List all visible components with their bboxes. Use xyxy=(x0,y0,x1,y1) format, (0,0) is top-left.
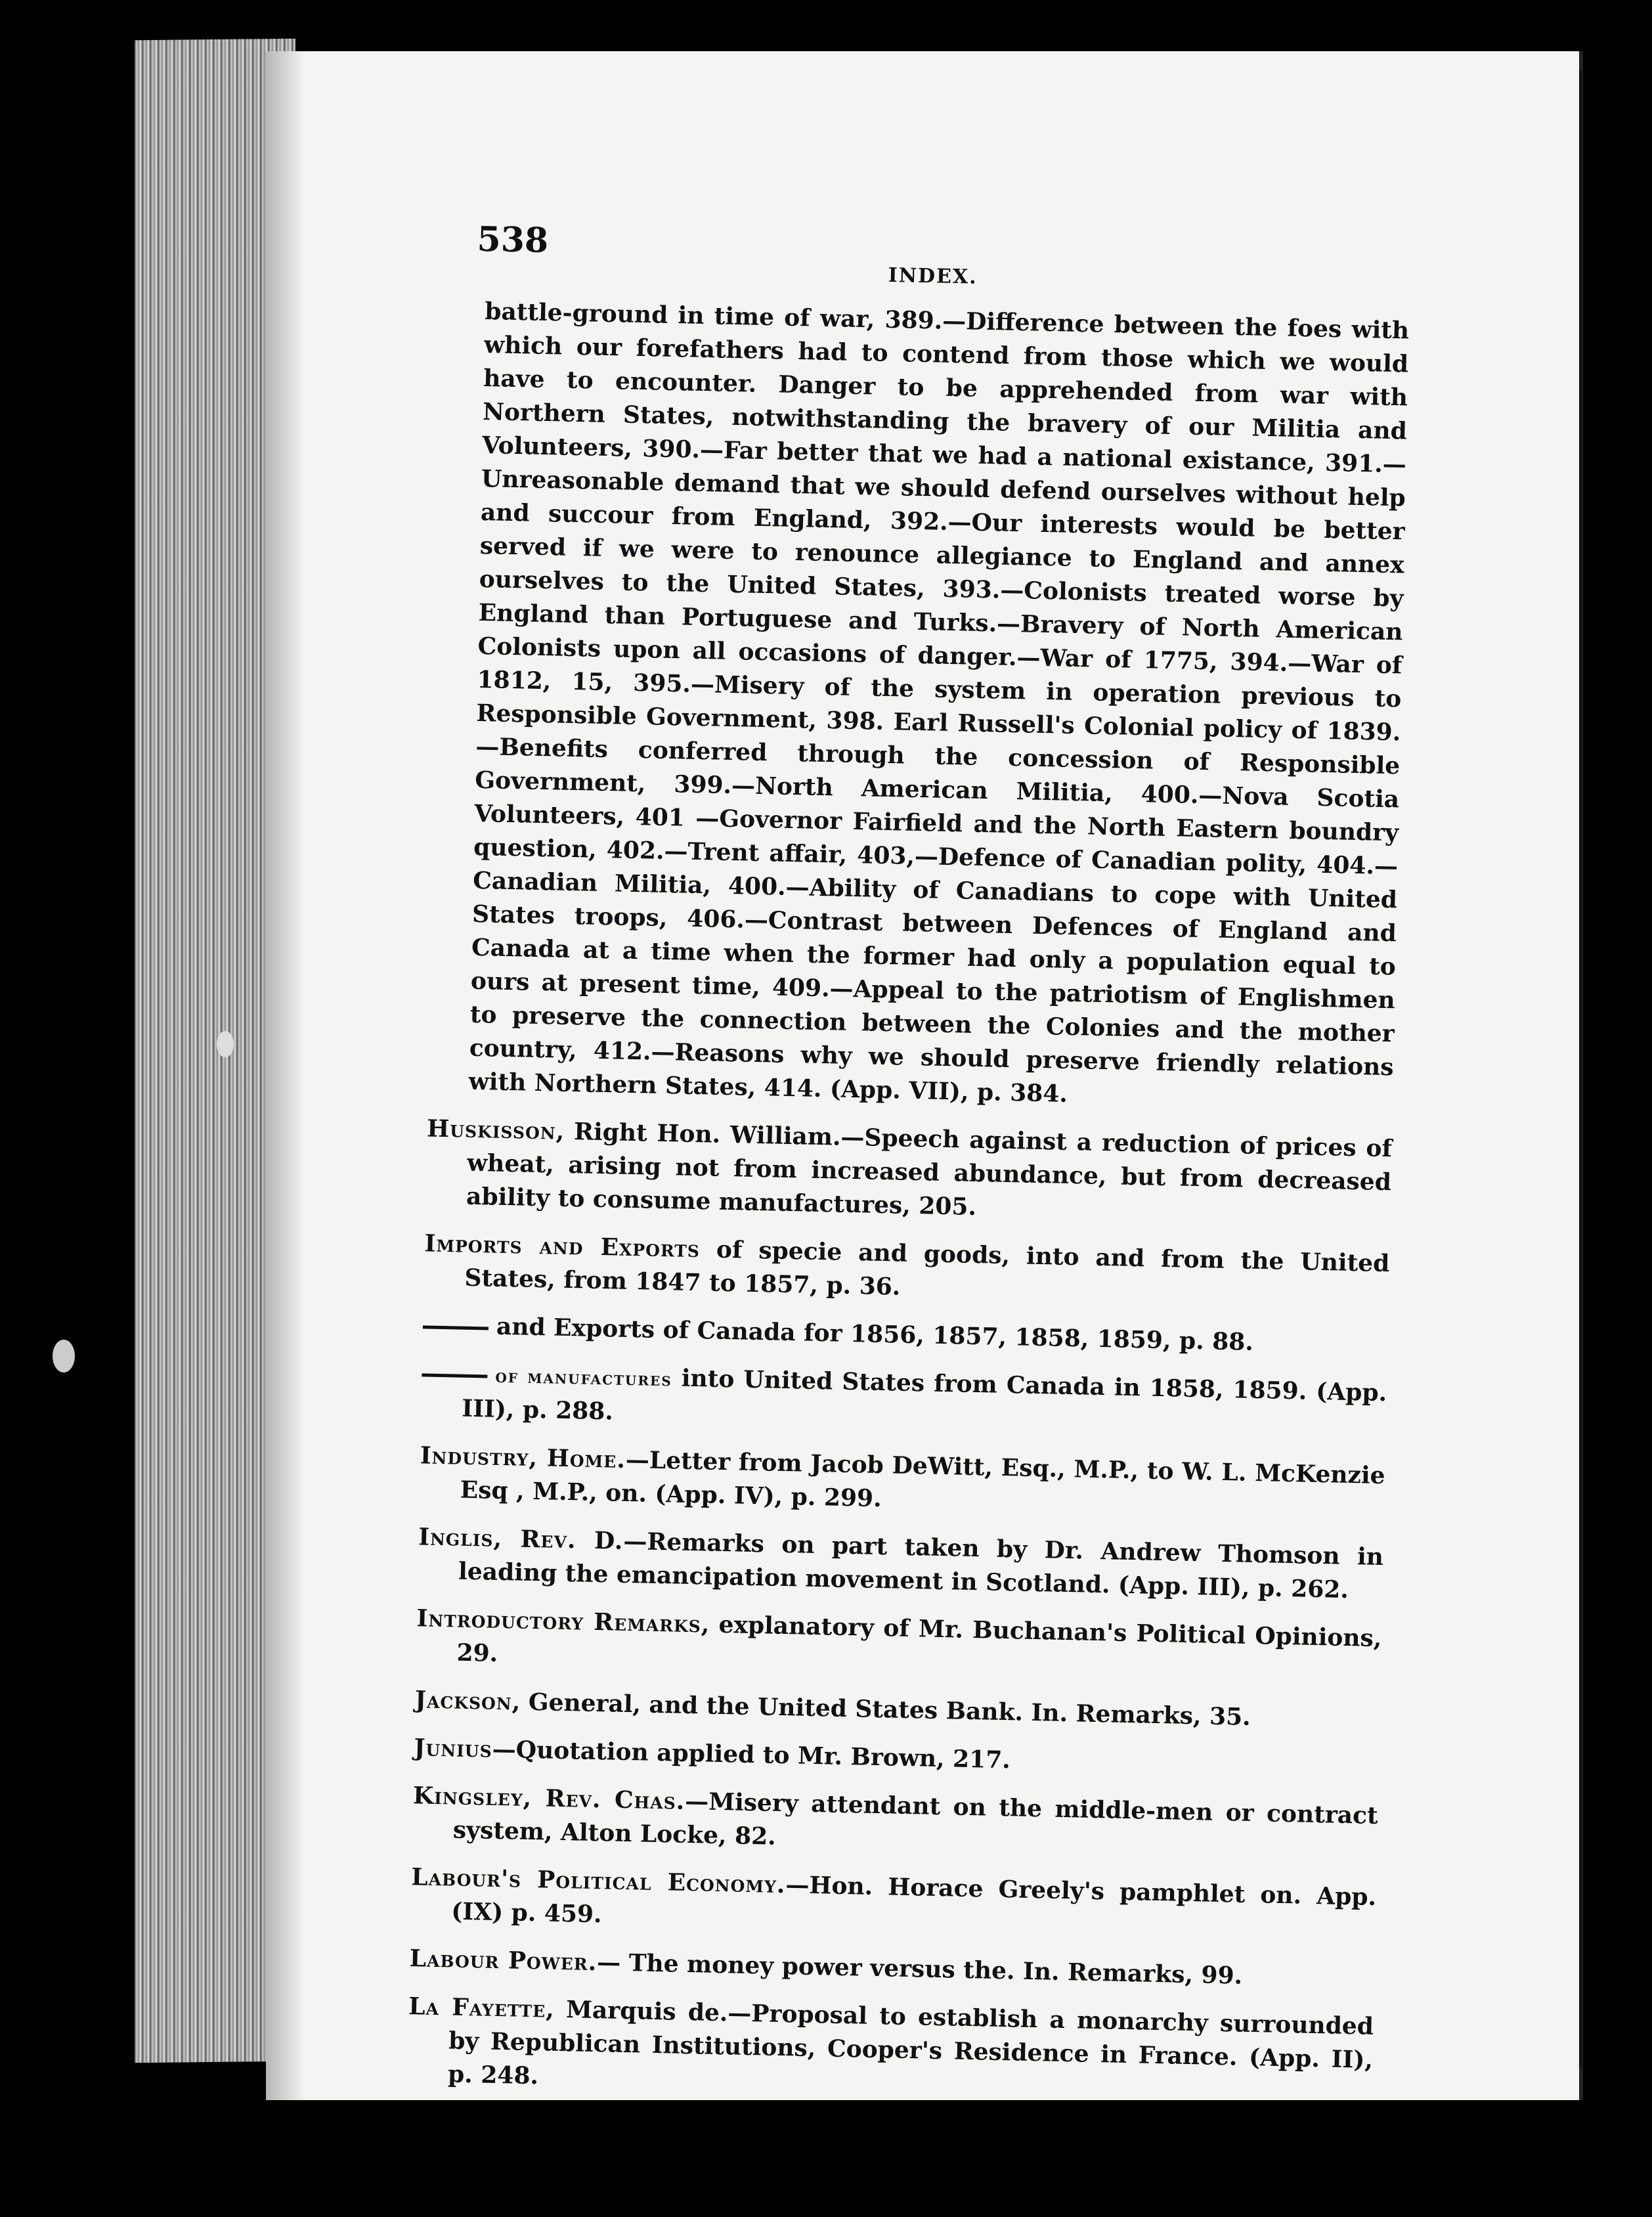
scan-speck xyxy=(217,1031,234,1057)
entry-heading: Imports and Exports xyxy=(424,1229,701,1263)
index-entry-la-fayette xyxy=(407,1990,1374,2111)
scan-speck xyxy=(53,1340,75,1372)
entry-heading: Introductory Remarks xyxy=(416,1604,702,1638)
entry-heading: Junius xyxy=(414,1734,493,1763)
entry-heading: Labour's Political Economy. xyxy=(410,1863,786,1899)
entry-heading: Huskisson xyxy=(426,1114,557,1145)
index-entry-huskisson xyxy=(425,1112,1393,1233)
entry-heading: Jackson xyxy=(414,1686,513,1716)
entry-heading: Inglis, Rev. D. xyxy=(418,1523,624,1555)
entry-text: — The money power versus the. In. Remarks, 99. xyxy=(596,1948,1243,1990)
entry-text: into United States from Canada in 1858, 1859. (App. III), p. 288. xyxy=(461,1364,1387,1426)
entry-text: —Hon. Horace Greely's pamphlet on. App. (IX) p. 459. xyxy=(450,1871,1377,1929)
index-entry-junius xyxy=(414,1731,1380,1785)
index-entry-introductory xyxy=(416,1602,1382,1689)
entry-heading: of manufactures xyxy=(495,1365,673,1391)
page-number: 538 xyxy=(477,219,549,261)
entry-text: —Misery attendant on the middle-men or contract system, Alton Locke, 82. xyxy=(452,1787,1379,1851)
text-block xyxy=(230,37,1586,2113)
entry-text: —Quotation applied to Mr. Brown, 217. xyxy=(492,1735,1011,1774)
index-entry-inglis xyxy=(418,1520,1384,1608)
index-page xyxy=(266,51,1583,2100)
entry-text: and Exports of Canada for 1856, 1857, 1858, 1859, p. 88. xyxy=(496,1312,1254,1356)
entry-text: , explanatory of Mr. Buchanan's Political Opinions, 29. xyxy=(456,1610,1382,1667)
index-entries xyxy=(406,294,1409,2125)
entry-heading: Kingsley, Rev. Chas. xyxy=(412,1782,685,1815)
running-head: INDEX. xyxy=(888,263,978,289)
entry-text: , Right Hon. William.—Speech against a reduction of prices of wheat, arising not from increased abundance, but from decreased ability to consume manufactures, 205. xyxy=(466,1117,1393,1221)
ditto-dash xyxy=(422,1373,487,1378)
entry-text: , Marquis de.—Proposal to establish a monarchy surrounded by Republican Institutions, Cooper's Residence in France. (App. II), p. 248. xyxy=(447,1995,1374,2090)
index-entry-labour-power xyxy=(409,1942,1375,1996)
entry-text: , General, and the United States Bank. In. Remarks, 35. xyxy=(511,1688,1251,1731)
entry-text: of specie and goods, into and from the United States, from 1847 to 1857, p. 36. xyxy=(464,1235,1390,1301)
index-entry-labour-economy xyxy=(410,1860,1377,1948)
ditto-dash xyxy=(423,1325,489,1330)
entry-heading: Labour Power. xyxy=(409,1944,598,1977)
index-entry-continuation xyxy=(427,294,1409,1118)
index-entry-imports-sub2 xyxy=(421,1356,1387,1445)
entry-text: battle-ground in time of war, 389.—Difference between the foes with which our forefathers had to contend from those which we would have to encounter. Danger to be apprehended from war with Northern States, notwithstanding the bravery of our Militia and Volunteers, 390.—Far better that we had a national existance, 391.—Unreasonable demand that we should defend ourselves without help and succour from England, 392.—Our interests would be better served if we were to renounce allegiance to England and annex ourselves to the United States, 393.—Colonists treated worse by England than Portuguese and Turks.—Bravery of North American Colonists upon all occasions of danger.—War of 1775, 394.—War of 1812, 15, 395.—Misery of the system in operation previous to Responsible Government, 398. Earl Russell's Colonial policy of 1839.—Benefits conferred through the concession of Responsible Government, 399.—North American Militia, 400.—Nova Scotia Volunteers, 401 —Governor Fairfield and the North Eastern boundry question, 402.—Trent affair, 403,—Defence of Canadian polity, 404.—Canadian Militia, 400.—Ability of Canadians to cope with United States troops, 406.—Contrast between Defences of England and Canada at a time when the former had only a population equal to ours at present time, 409.—Appeal to the patriotism of Englishmen to preserve the connection between the Colonies and the mother country, 412.—Reasons why we should preserve friendly relations with Northern States, 414. (App. VII), p. 384. xyxy=(468,297,1410,1108)
index-entry-industry xyxy=(419,1439,1385,1526)
entry-heading: Industry, Home. xyxy=(420,1441,626,1474)
index-entry-imports xyxy=(424,1227,1390,1314)
index-entry-imports-sub1 xyxy=(422,1308,1388,1362)
index-entry-jackson xyxy=(415,1683,1381,1737)
entry-text: —Remarks on part taken by Dr. Andrew Thomson in leading the emancipation movement in Scotland. (App. III), p. 262. xyxy=(458,1527,1384,1604)
entry-heading: La Fayette xyxy=(408,1992,546,2023)
entry-text: —Letter from Jacob DeWitt, Esq., M.P., to W. L. McKenzie Esq , M.P., on. (App. IV), p. 299. xyxy=(460,1445,1385,1513)
page-right-edge xyxy=(1579,71,1582,2067)
index-entry-kingsley xyxy=(412,1779,1378,1866)
